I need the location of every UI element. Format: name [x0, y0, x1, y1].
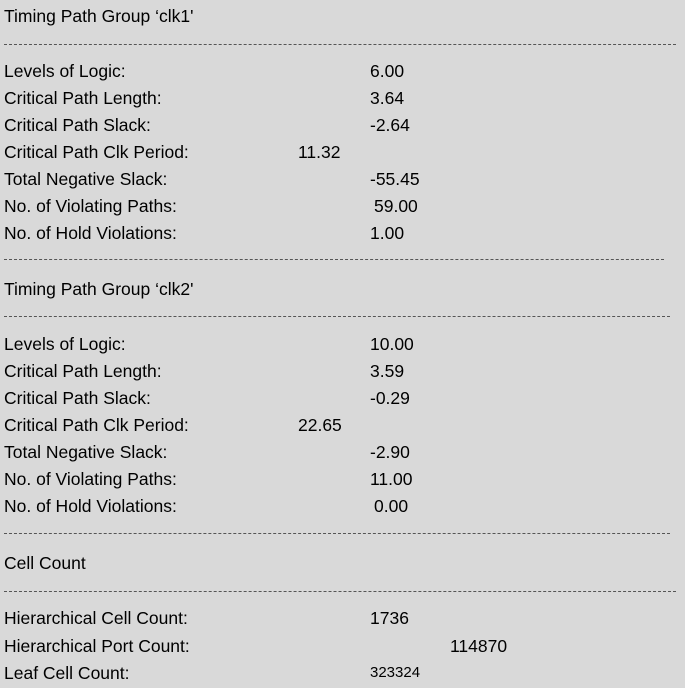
clk1-critical-path-slack-value: -2.64 — [370, 115, 410, 135]
clk2-hold-violations-value: 0.00 — [374, 496, 409, 516]
clk2-section-heading: Timing Path Group ‘clk2' — [4, 279, 194, 299]
clk1-violating-paths-value: 59.00 — [374, 196, 418, 216]
clk2-levels-of-logic-value: 10.00 — [370, 334, 414, 354]
separator-line — [4, 591, 676, 593]
cell-count-heading: Cell Count — [4, 553, 86, 573]
clk1-total-negative-slack-value: -55.45 — [370, 169, 420, 189]
clk2-clk-period-label: Critical Path Clk Period: — [4, 415, 189, 435]
leaf-cell-count-label: Leaf Cell Count: — [4, 663, 130, 683]
clk2-total-negative-slack-value: -2.90 — [370, 442, 410, 462]
clk1-clk-period-value: 11.32 — [298, 142, 341, 162]
hierarchical-port-count-label: Hierarchical Port Count: — [4, 636, 190, 656]
clk2-critical-path-slack-label: Critical Path Slack: — [4, 388, 151, 408]
clk1-violating-paths-label: No. of Violating Paths: — [4, 196, 177, 216]
hierarchical-port-count-value: 114870 — [450, 636, 508, 656]
clk1-critical-path-length-label: Critical Path Length: — [4, 88, 162, 108]
clk2-violating-paths-value: 11.00 — [370, 469, 413, 489]
separator-line — [4, 533, 670, 535]
clk1-section-heading: Timing Path Group ‘clk1' — [4, 6, 194, 26]
separator-line — [4, 316, 670, 318]
clk2-hold-violations-label: No. of Hold Violations: — [4, 496, 177, 516]
clk1-total-negative-slack-label: Total Negative Slack: — [4, 169, 168, 189]
clk2-total-negative-slack-label: Total Negative Slack: — [4, 442, 168, 462]
clk2-critical-path-slack-value: -0.29 — [370, 388, 410, 408]
clk1-critical-path-length-value: 3.64 — [370, 88, 405, 108]
clk1-levels-of-logic-value: 6.00 — [370, 61, 405, 81]
clk2-critical-path-length-value: 3.59 — [370, 361, 405, 381]
clk2-clk-period-value: 22.65 — [298, 415, 342, 435]
hierarchical-cell-count-value: 1736 — [370, 608, 409, 628]
leaf-cell-count-value: 323324 — [370, 664, 421, 681]
clk1-levels-of-logic-label: Levels of Logic: — [4, 61, 126, 81]
clk1-clk-period-label: Critical Path Clk Period: — [4, 142, 189, 162]
clk2-levels-of-logic-label: Levels of Logic: — [4, 334, 126, 354]
clk1-hold-violations-label: No. of Hold Violations: — [4, 223, 177, 243]
clk1-hold-violations-value: 1.00 — [370, 223, 405, 243]
hierarchical-cell-count-label: Hierarchical Cell Count: — [4, 608, 188, 628]
separator-line — [4, 44, 676, 46]
clk2-violating-paths-label: No. of Violating Paths: — [4, 469, 177, 489]
clk2-critical-path-length-label: Critical Path Length: — [4, 361, 162, 381]
separator-line — [4, 259, 664, 261]
clk1-critical-path-slack-label: Critical Path Slack: — [4, 115, 151, 135]
